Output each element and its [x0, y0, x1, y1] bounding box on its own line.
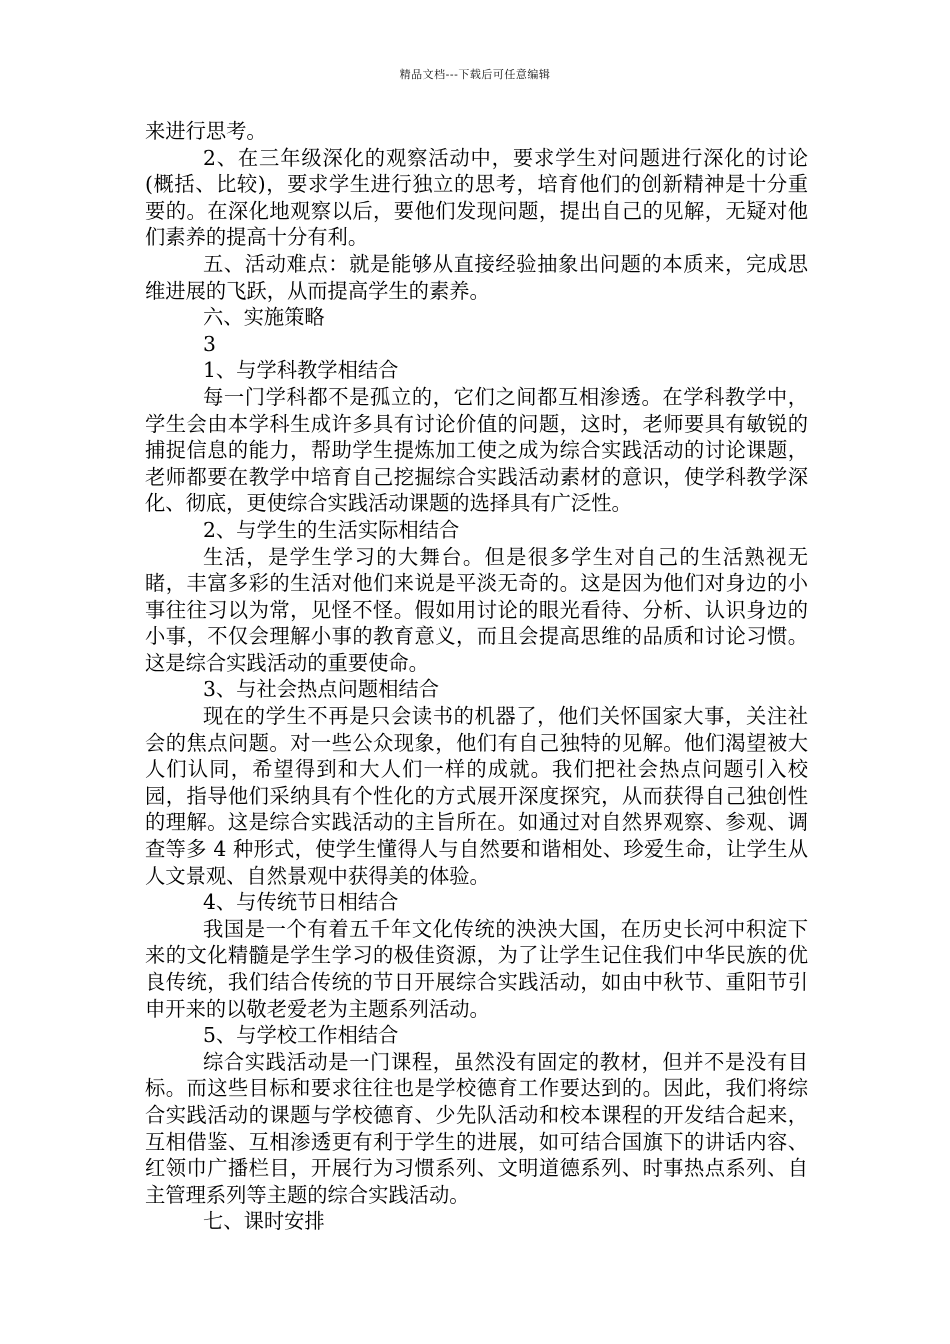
paragraph: 现在的学生不再是只会读书的机器了，他们关怀国家大事，关注社会的焦点问题。对一些公众现象，他们有自己独特的见解。他们渴望被大人们认同，希望得到和大人们一样的成就。我们把社会热点问题引入校园，指导他们采纳具有个性化的方式展开深度探究，从而获得自己独创性的理解。这是综合实践活动的主旨所在。如通过对自然界观察、参观、调查等多 4 种形式，使学生懂得人与自然要和谐相处、珍爱生命，让学生从人文景观、自然景观中获得美的体验。	[145, 704, 808, 888]
section-heading: 七、课时安排	[203, 1209, 325, 1234]
paragraph: 综合实践活动是一门课程，虽然没有固定的教材，但并不是没有目标。而这些目标和要求往往也是学校德育工作要达到的。因此，我们将综合实践活动的课题与学校德育、少先队活动和校本课程的开发结合起来，互相借鉴、互相渗透更有利于学生的进展，如可结合国旗下的讲话内容、红领巾广播栏目，开展行为习惯系列、文明道德系列、时事热点系列、自主管理系列等主题的综合实践活动。	[145, 1049, 808, 1207]
paragraph: 我国是一个有着五千年文化传统的泱泱大国，在历史长河中积淀下来的文化精髓是学生学习的极佳资源，为了让学生记住我们中华民族的优良传统，我们结合传统的节日开展综合实践活动，如由中秋节、重阳节引申开来的以敬老爱老为主题系列活动。	[145, 916, 808, 1021]
page-header: 精品文档---下载后可任意编辑	[399, 68, 551, 81]
subsection-heading: 4、与传统节日相结合	[203, 890, 399, 915]
paragraph: 2、在三年级深化的观察活动中，要求学生对问题进行深化的讨论(概括、比较)，要求学生进行独立的思考，培育他们的创新精神是十分重要的。在深化地观察以后，要他们发现问题，提出自己的见解，无疑对他们素养的提高十分有利。	[145, 145, 808, 250]
document-body	[145, 118, 808, 1235]
subsection-heading: 5、与学校工作相结合	[203, 1023, 399, 1048]
subsection-heading: 1、与学科教学相结合	[203, 358, 399, 383]
paragraph: 五、活动难点：就是能够从直接经验抽象出问题的本质来，完成思维进展的飞跃，从而提高学生的素养。	[145, 251, 808, 303]
paragraph: 来进行思考。	[145, 119, 267, 143]
paragraph: 每一门学科都不是孤立的，它们之间都互相渗透。在学科教学中，学生会由本学科生成许多具有讨论价值的问题，这时，老师要具有敏锐的捕捉信息的能力，帮助学生提炼加工使之成为综合实践活动的讨论课题，老师都要在教学中培育自己挖掘综合实践活动素材的意识，使学科教学深化、彻底，更使综合实践活动课题的选择具有广泛性。	[145, 384, 808, 516]
subsection-heading: 3、与社会热点问题相结合	[203, 677, 439, 702]
subsection-heading: 2、与学生的生活实际相结合	[203, 517, 460, 542]
section-heading: 六、实施策略	[203, 305, 325, 330]
paragraph: 生活，是学生学习的大舞台。但是很多学生对自己的生活熟视无睹，丰富多彩的生活对他们来说是平淡无奇的。这是因为他们对身边的小事往往习以为常，见怪不怪。假如用讨论的眼光看待、分析、认识身边的小事，不仅会理解小事的教育意义，而且会提高思维的品质和讨论习惯。这是综合实践活动的重要使命。	[145, 544, 808, 675]
page-number-marker: 3	[203, 331, 216, 356]
